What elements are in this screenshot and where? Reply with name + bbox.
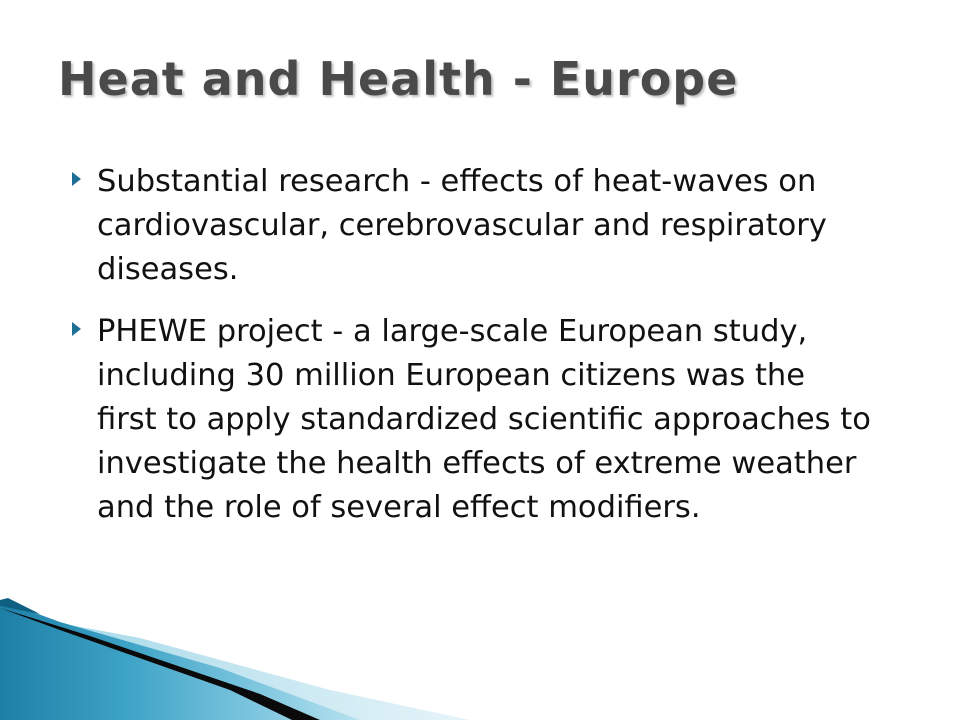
slide-title: Heat and Health - Europe [58,52,739,106]
bullet-text: Substantial research - effects of heat-waves on cardiovascular, cerebrovascular and respiratory diseases. [97,164,827,287]
swoosh-teal-band [0,600,360,720]
bullet-text: PHEWE project - a large-scale European study, including 30 million European citizens was the first to apply standardized scientific approaches to investigate the health effects of extreme weather and the role of several effect modifiers. [97,314,871,525]
